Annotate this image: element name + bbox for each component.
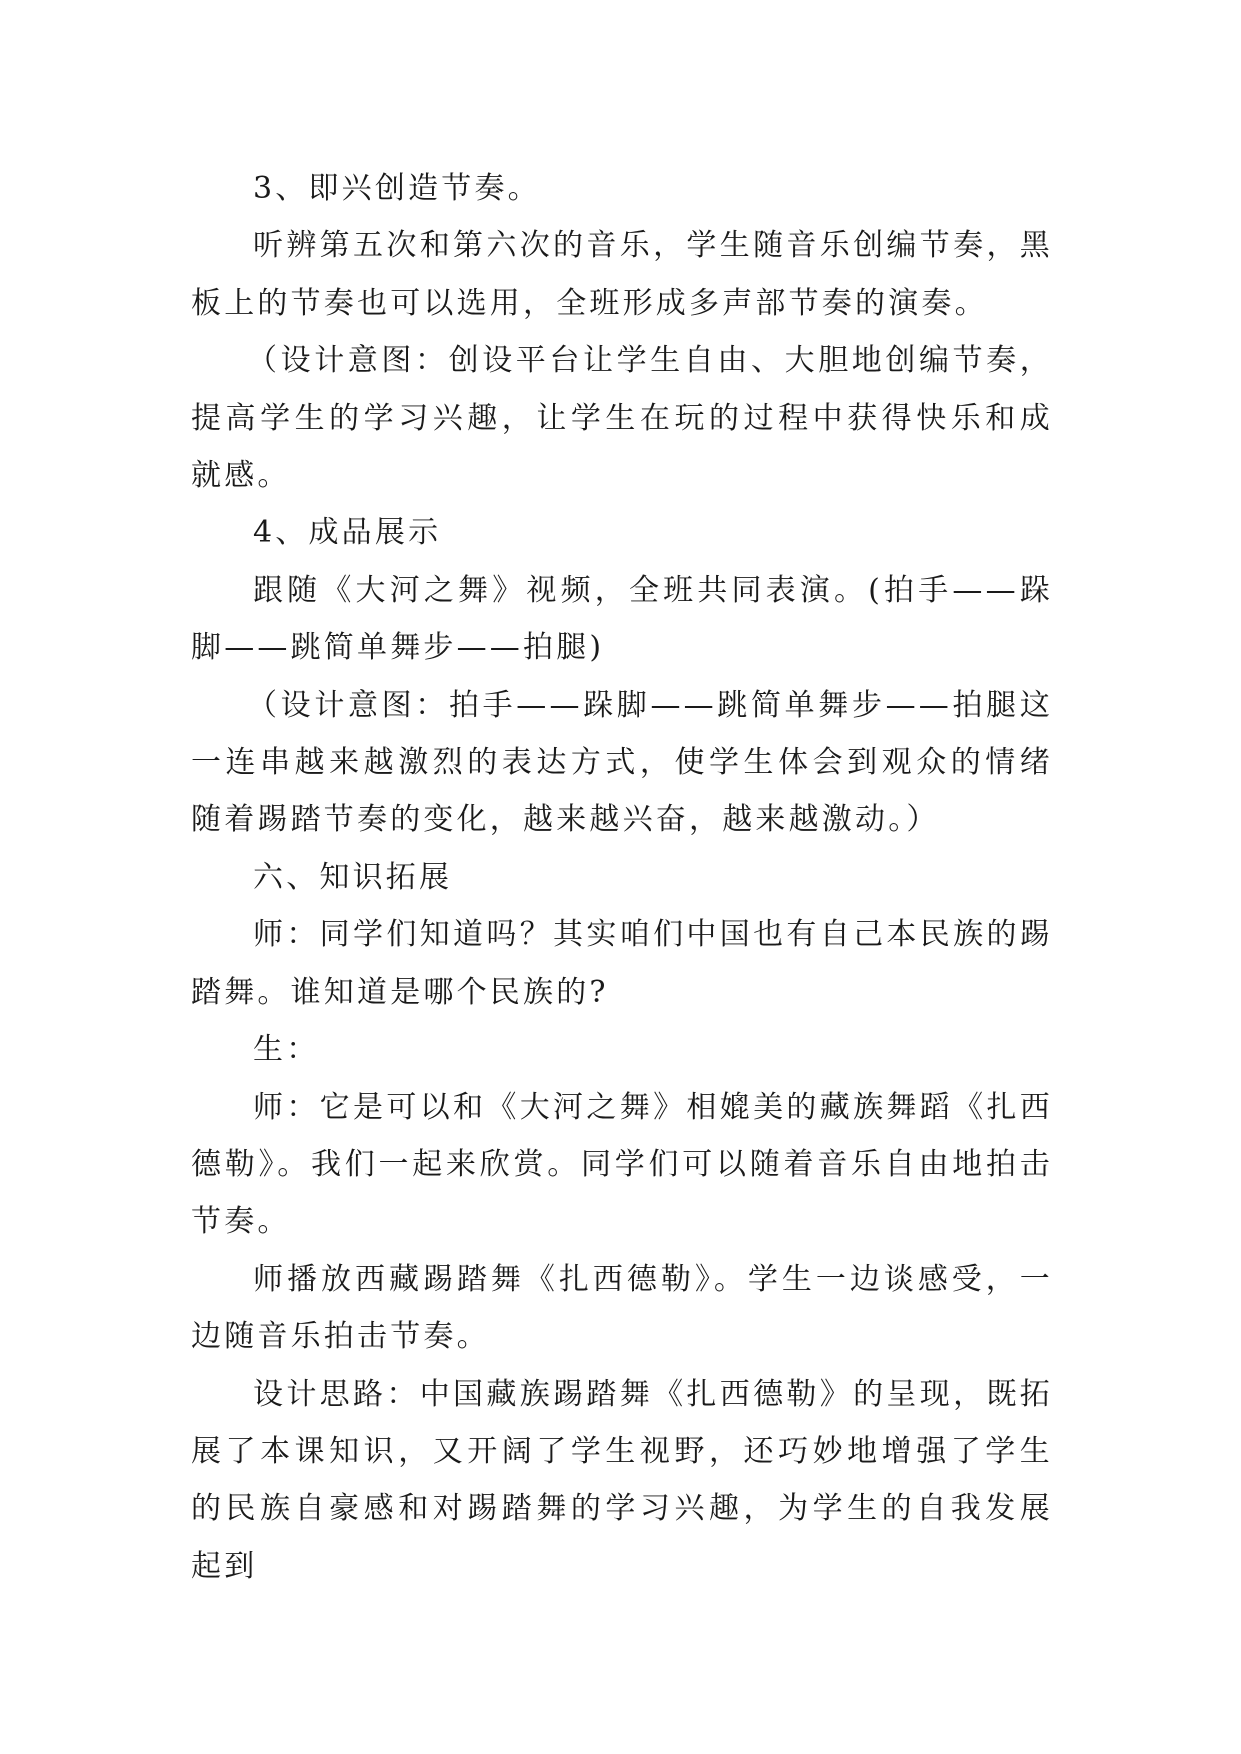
design-intent-1: （设计意图：创设平台让学生自由、大胆地创编节奏，提高学生的学习兴趣，让学生在玩的过程中获得快乐和成就感。 [191, 343, 1053, 494]
document-body [191, 160, 1053, 1595]
paragraph-teacher-play: 师播放西藏踢踏舞《扎西德勒》。学生一边谈感受，一边随音乐拍击节奏。 [191, 1261, 1053, 1355]
paragraph-listen-create: 听辨第五次和第六次的音乐，学生随音乐创编节奏，黑板上的节奏也可以选用，全班形成多声部节奏的演奏。 [191, 228, 1053, 321]
heading-knowledge-extension: 六、知识拓展 [253, 859, 453, 895]
paragraph-perform: 跟随《大河之舞》视频，全班共同表演。(拍手——跺脚——跳简单舞步——拍腿) [191, 572, 1053, 666]
paragraph-teacher-introduce: 师：它是可以和《大河之舞》相媲美的藏族舞蹈《扎西德勒》。我们一起来欣赏。同学们可以随着音乐自由地拍击节奏。 [191, 1089, 1053, 1240]
design-intent-2: （设计意图：拍手——跺脚——跳简单舞步——拍腿这一连串越来越激烈的表达方式，使学生体会到观众的情绪随着踢踏节奏的变化，越来越兴奋，越来越激动。） [191, 687, 1053, 838]
paragraph-teacher-question: 师：同学们知道吗？其实咱们中国也有自己本民族的踢踏舞。谁知道是哪个民族的? [191, 917, 1053, 1010]
heading-improvise-rhythm: 3、即兴创造节奏。 [253, 171, 541, 206]
paragraph-student: 生： [253, 1032, 320, 1068]
heading-showcase: 4、成品展示 [253, 515, 442, 551]
paragraph-design-thinking: 设计思路：中国藏族踢踏舞《扎西德勒》的呈现，既拓展了本课知识，又开阔了学生视野，还巧妙地增强了学生的民族自豪感和对踢踏舞的学习兴趣，为学生的自我发展起到 [191, 1376, 1053, 1584]
